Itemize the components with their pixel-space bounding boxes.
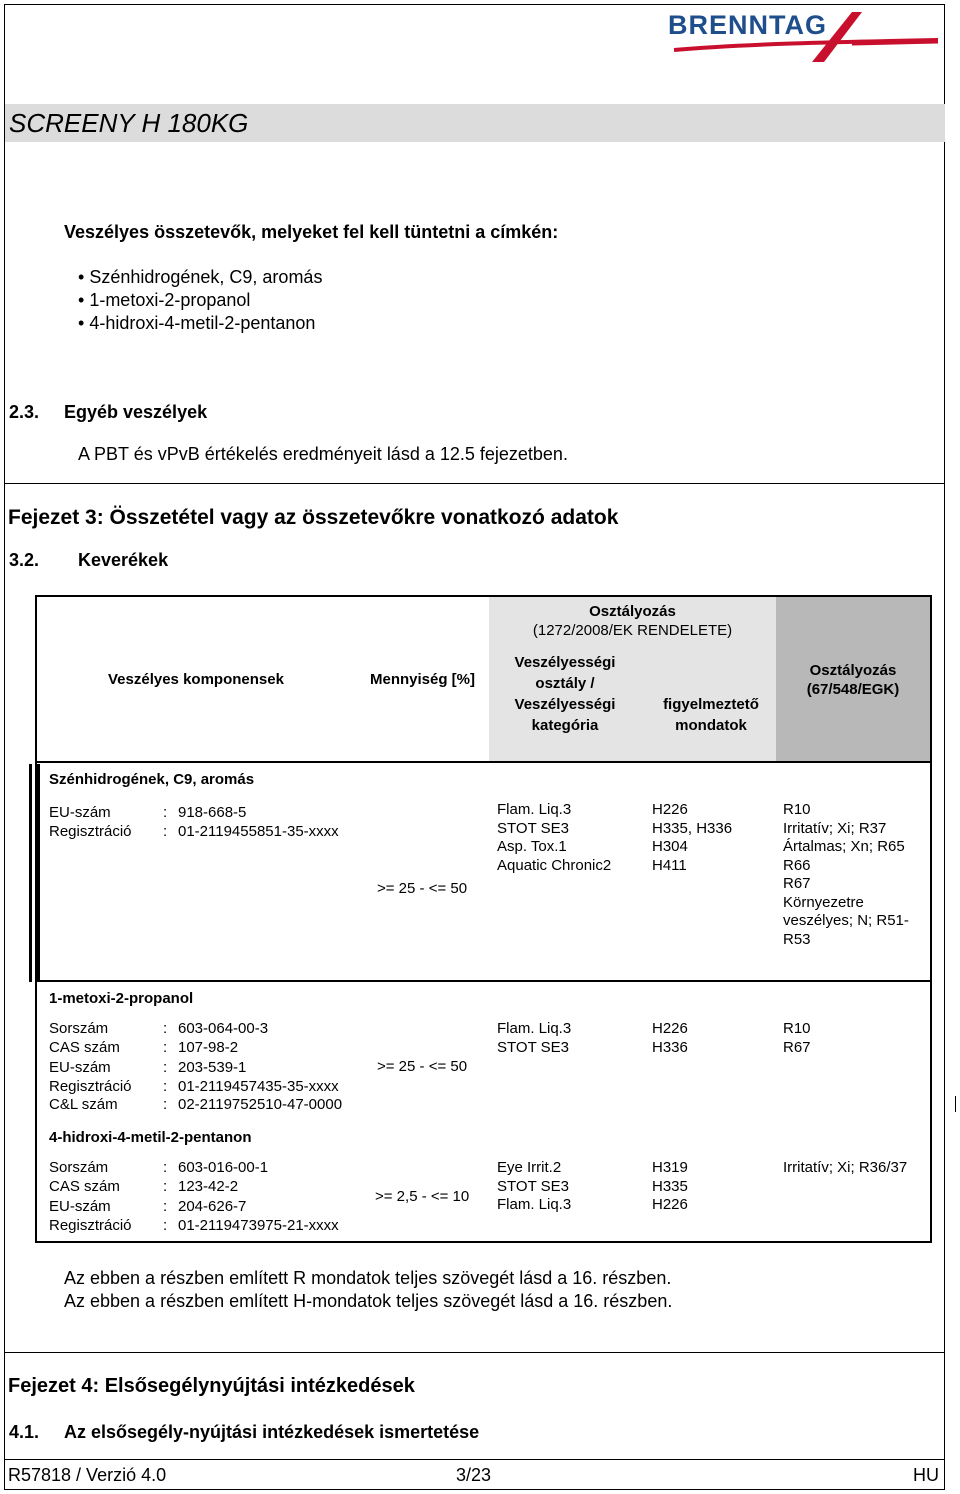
- chapter-4-title: Fejezet 4: Elsősegélynyújtási intézkedések: [8, 1375, 415, 1397]
- chapter-3-title: Fejezet 3: Összetétel vagy az összetevőkre vonatkozó adatok: [8, 506, 619, 529]
- header-old-classification: [776, 661, 930, 699]
- table-header-separator: [35, 761, 932, 763]
- margin-mark: [955, 1096, 956, 1112]
- old-class-line: R10: [783, 1020, 811, 1037]
- id-label: Regisztráció: [49, 1077, 132, 1095]
- id-label: EU-szám: [49, 804, 111, 821]
- footer-page-number: 3/23: [456, 1465, 492, 1485]
- id-label: Sorszám: [49, 1159, 109, 1176]
- row-1-ids: [49, 804, 339, 841]
- brand-name: BRENNTAG: [668, 10, 827, 40]
- list-item: • 4-hidroxi-4-metil-2-pentanon: [78, 312, 322, 335]
- id-value: 603-016-00-1: [178, 1159, 269, 1176]
- id-colon: :: [163, 1077, 168, 1095]
- hazard-statement: H411: [652, 856, 687, 874]
- id-colon: :: [163, 1038, 168, 1056]
- id-line: [49, 1198, 339, 1217]
- id-colon: :: [163, 1177, 168, 1195]
- divider: [5, 1352, 945, 1353]
- id-label: C&L szám: [49, 1096, 118, 1113]
- row-1-old-classification: [783, 801, 909, 949]
- row-3-quantity: >= 2,5 - <= 10: [375, 1188, 470, 1205]
- hazard-class: STOT SE3: [497, 1177, 569, 1195]
- header-components: Veszélyes komponensek: [108, 671, 284, 688]
- id-line: [49, 1059, 342, 1078]
- old-class-line: R67: [783, 875, 811, 892]
- hazard-statement: H335, H336: [652, 819, 733, 837]
- header-statements-line: mondatok: [675, 717, 747, 734]
- id-value: 603-064-00-3: [178, 1020, 269, 1037]
- old-class-line: R10: [783, 801, 811, 818]
- id-colon: :: [163, 822, 168, 840]
- note-r-phrases: Az ebben a részben említett R mondatok teljes szövegét lásd a 16. részben.: [64, 1268, 672, 1288]
- id-line: [49, 823, 339, 842]
- old-class-line: Irritatív; Xi; R37: [783, 819, 887, 837]
- header-statements: [641, 694, 781, 736]
- id-colon: :: [163, 1159, 168, 1176]
- row-3-ids: [49, 1159, 339, 1235]
- hazard-class: Flam. Liq.3: [497, 801, 572, 818]
- footer-language: HU: [913, 1465, 939, 1485]
- id-colon: :: [163, 1020, 168, 1037]
- row-2-ids: [49, 1020, 342, 1115]
- row-3-old-classification: [783, 1159, 907, 1178]
- row-3-name: 4-hidroxi-4-metil-2-pentanon: [49, 1129, 252, 1146]
- hazard-class: Aquatic Chronic2: [497, 856, 612, 874]
- section-4-1-title: Az elsősegély-nyújtási intézkedések ismertetése: [64, 1422, 480, 1442]
- old-class-line: R67: [783, 1038, 811, 1056]
- row-3-classes: [497, 1159, 571, 1215]
- row-1-quantity: >= 25 - <= 50: [377, 880, 468, 897]
- id-line: [49, 1020, 342, 1039]
- id-line: [49, 1096, 342, 1115]
- document-title-bar: [5, 104, 945, 142]
- id-line: [49, 1039, 342, 1058]
- logo-swoosh-icon: [662, 6, 944, 64]
- row-2-statements: [652, 1020, 688, 1057]
- change-bar: [29, 764, 32, 982]
- row-1-classes: [497, 801, 611, 875]
- row-3-statements: [652, 1159, 688, 1215]
- document-title: SCREENY H 180KG: [9, 108, 249, 138]
- old-class-line: Ártalmas; Xn; R65: [783, 838, 905, 855]
- brenntag-logo: [662, 6, 944, 64]
- row-2-name: 1-metoxi-2-propanol: [49, 990, 194, 1007]
- change-bar: [36, 764, 40, 982]
- header-hazard-class-line: Veszélyességi: [514, 654, 616, 671]
- hazard-statement: H319: [652, 1159, 688, 1176]
- id-colon: :: [163, 1096, 168, 1113]
- header-hazard-class-line: kategória: [531, 717, 599, 734]
- old-class-line: R53: [783, 930, 811, 948]
- id-label: Sorszám: [49, 1020, 109, 1037]
- row-2-old-classification: [783, 1020, 811, 1057]
- id-line: [49, 1217, 339, 1236]
- section-4-1-number: 4.1.: [9, 1422, 40, 1442]
- id-label: CAS szám: [49, 1177, 120, 1195]
- header-old-classification-line: Osztályozás: [809, 662, 897, 679]
- old-class-line: Irritatív; Xi; R36/37: [783, 1159, 908, 1176]
- list-item: • 1-metoxi-2-propanol: [78, 289, 322, 312]
- id-value: 02-2119752510-47-0000: [178, 1096, 343, 1113]
- row-1-statements: [652, 801, 732, 875]
- label-section-heading: Veszélyes összetevők, melyeket fel kell tüntetni a címkén:: [64, 222, 559, 242]
- id-value: 01-2119473975-21-xxxx: [178, 1216, 339, 1234]
- section-3-2-number: 3.2.: [9, 550, 40, 570]
- hazard-statement: H304: [652, 838, 688, 855]
- id-line: [49, 804, 339, 823]
- section-2-3-title: Egyéb veszélyek: [64, 402, 208, 422]
- footer-document-version: R57818 / Verzió 4.0: [8, 1465, 167, 1485]
- list-item: • Szénhidrogének, C9, aromás: [78, 266, 322, 289]
- section-3-2-title: Keverékek: [78, 550, 169, 570]
- hazard-statement: H335: [652, 1177, 688, 1195]
- id-line: [49, 1178, 339, 1197]
- divider: [5, 1459, 945, 1460]
- header-hazard-class-line: osztály /: [535, 675, 595, 692]
- id-label: Regisztráció: [49, 1216, 132, 1234]
- id-value: 107-98-2: [178, 1038, 239, 1056]
- header-old-classification-line: (67/548/EGK): [806, 681, 900, 698]
- hazard-class: Flam. Liq.3: [497, 1020, 572, 1037]
- row-1-name: Szénhidrogének, C9, aromás: [49, 771, 255, 788]
- id-colon: :: [163, 1059, 168, 1076]
- id-label: EU-szám: [49, 1198, 111, 1215]
- hazard-class: STOT SE3: [497, 1038, 569, 1056]
- id-value: 203-539-1: [178, 1059, 247, 1076]
- header-hazard-class-line: Veszélyességi: [514, 696, 616, 713]
- header-quantity: Mennyiség [%]: [370, 671, 476, 688]
- row-separator: [35, 980, 932, 982]
- header-classification-regulation: (1272/2008/EK RENDELETE): [532, 622, 733, 639]
- id-colon: :: [163, 1216, 168, 1234]
- old-class-line: R66: [783, 856, 811, 874]
- hazard-statement: H336: [652, 1038, 688, 1056]
- hazard-statement: H226: [652, 801, 688, 818]
- id-value: 01-2119455851-35-xxxx: [178, 822, 339, 840]
- id-line: [49, 1159, 339, 1178]
- hazard-class: Eye Irrit.2: [497, 1159, 562, 1176]
- section-2-3-text: A PBT és vPvB értékelés eredményeit lásd a 12.5 fejezetben.: [78, 444, 568, 464]
- note-h-phrases: Az ebben a részben említett H-mondatok teljes szövegét lásd a 16. részben.: [64, 1291, 673, 1311]
- header-classification-title: Osztályozás: [589, 603, 676, 620]
- id-value: 204-626-7: [178, 1198, 247, 1215]
- id-colon: :: [163, 804, 168, 821]
- section-2-3-number: 2.3.: [9, 402, 40, 422]
- id-label: EU-szám: [49, 1059, 111, 1076]
- row-2-classes: [497, 1020, 571, 1057]
- id-line: [49, 1078, 342, 1097]
- hazard-class: Flam. Liq.3: [497, 1196, 572, 1213]
- hazard-class: Asp. Tox.1: [497, 838, 567, 855]
- id-label: Regisztráció: [49, 822, 132, 840]
- header-hazard-class: [489, 652, 641, 736]
- hazard-statement: H226: [652, 1020, 688, 1037]
- id-value: 123-42-2: [178, 1177, 239, 1195]
- hazard-statement: H226: [652, 1196, 688, 1213]
- old-class-line: Környezetre: [783, 893, 864, 911]
- id-label: CAS szám: [49, 1038, 120, 1056]
- header-statements-line: figyelmeztető: [663, 696, 759, 713]
- id-value: 01-2119457435-35-xxxx: [178, 1077, 339, 1095]
- hazard-class: STOT SE3: [497, 819, 569, 837]
- divider: [5, 483, 945, 484]
- label-ingredients-list: [78, 266, 322, 335]
- old-class-line: veszélyes; N; R51-: [783, 912, 909, 929]
- row-2-quantity: >= 25 - <= 50: [377, 1058, 468, 1075]
- id-colon: :: [163, 1198, 168, 1215]
- id-value: 918-668-5: [178, 804, 247, 821]
